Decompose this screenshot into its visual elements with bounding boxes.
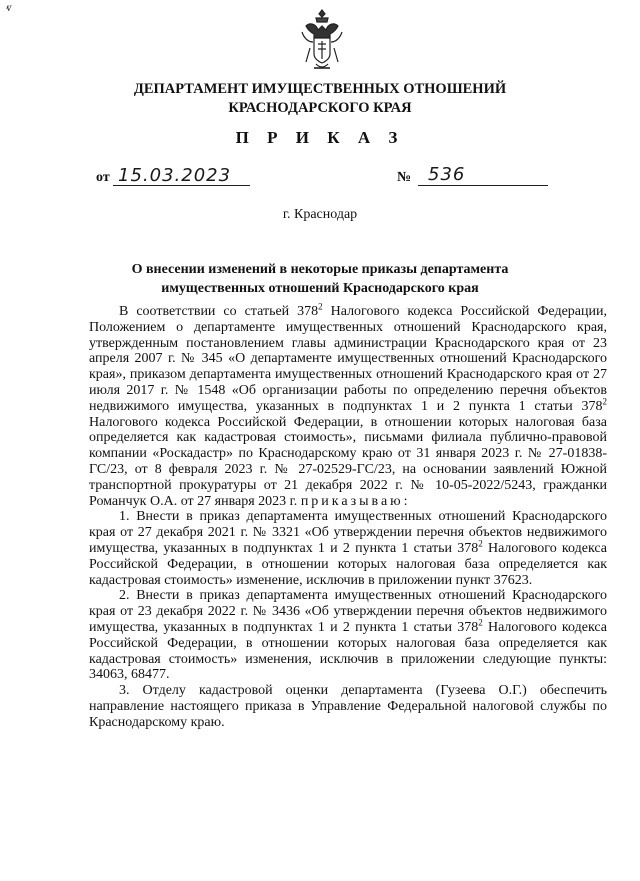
order-word: приказываю: <box>300 493 411 509</box>
number-handwritten: 536 <box>428 164 466 185</box>
city: г. Краснодар <box>282 207 358 222</box>
subject-line-1: О внесении изменений в некоторые приказы департамента <box>131 262 509 277</box>
subject-line-2: имущественных отношений Краснодарского края <box>161 281 479 296</box>
corner-mark: ⱴ <box>6 0 12 14</box>
date-prefix: от <box>96 170 110 185</box>
department-name <box>0 80 640 118</box>
order-subject <box>0 260 640 298</box>
number-prefix: № <box>397 170 412 185</box>
paragraph-2: 2. Внести в приказ департамента имущественных отношений Краснодарского края от 23 декабря 2022 г. № 3436 «Об утверждении перечня объектов недвижимого имущества, указанных в подпунктах 1 и 2 пункта 1 статьи $378^2$ Налогового кодекса Российской Федерации, в отношении которых налоговая база определяется как кадастровая стоимость» изменения, исключив в приложении следующие пункты: 34063, 68477. <box>89 588 607 683</box>
order-body <box>89 301 607 731</box>
number-underline <box>418 185 548 186</box>
coat-of-arms-icon <box>300 8 344 72</box>
order-title: П Р И К А З <box>235 128 405 147</box>
paragraph-3: 3. Отделу кадастровой оценки департамента (Гузеева О.Г.) обеспечить направление настоящего приказа в Управление Федеральной налоговой службы по Краснодарскому краю. <box>89 683 607 730</box>
date-handwritten: 15.03.2023 <box>118 165 232 186</box>
department-line-1: ДЕПАРТАМЕНТ ИМУЩЕСТВЕННЫХ ОТНОШЕНИЙ <box>133 81 507 97</box>
intro-paragraph: В соответствии со статьей $378^2$ Налогового кодекса Российской Федерации, Положением о департаменте имущественных отношений Краснодарского края, утвержденным постановлением главы администрации Краснодарского края от 23 апреля 2007 г. № 345 «О департаменте имущественных отношений Краснодарского края», приказом департамента имущественных отношений Краснодарского края от 27 июля 2017 г. № 1548 «Об организации работы по определению перечня объектов недвижимого имущества, указанных в подпунктах 1 и 2 пункта 1 статьи $378^2$ Налогового кодекса Российской Федерации, в отношении которых налоговая база определяется как кадастровая стоимость», письмами филиала публично-правовой компании «Роскадастр» по Краснодарскому краю от 31 января 2023 г. № 27-01838-ГС/23, от 8 февраля 2023 г. № 27-02529-ГС/23, на основании заявлений Южной транспортной прокуратуры от 21 декабря 2022 г. № 10-05-2022/5243, гражданки Романчук О.А. от 27 января 2023 г. приказываю: <box>89 301 607 509</box>
department-line-2: КРАСНОДАРСКОГО КРАЯ <box>228 100 412 116</box>
paragraph-1: 1. Внести в приказ департамента имущественных отношений Краснодарского края от 27 декабря 2021 г. № 3321 «Об утверждении перечня объектов недвижимого имущества, указанных в подпунктах 1 и 2 пункта 1 статьи $378^2$ Налогового кодекса Российской Федерации, в отношении которых налоговая база определяется как кадастровая стоимость» изменение, исключив в приложении пункт 37623. <box>89 509 607 588</box>
